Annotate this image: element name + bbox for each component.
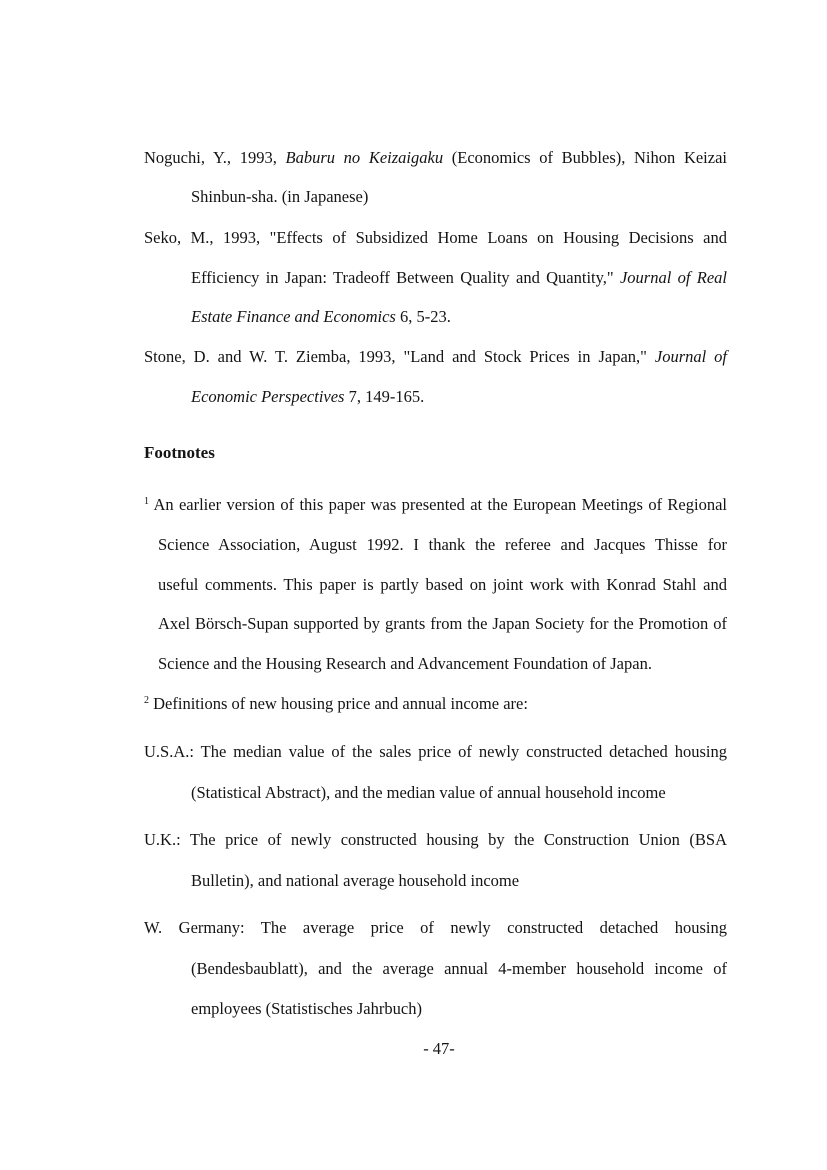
reference-stone-line1: [144, 347, 727, 367]
definition-uk-line1: U.K.: The price of newly constructed housing by the Construction Union (BSA: [144, 830, 727, 849]
footnote-1-line4: Axel Börsch-Supan supported by grants from the Japan Society for the Promotion of: [158, 614, 727, 633]
reference-noguchi-rest: (Economics of Bubbles), Nihon Keizai: [443, 148, 727, 167]
definition-germany-line3: employees (Statistisches Jahrbuch): [191, 999, 422, 1018]
definition-germany-line2: (Bendesbaublatt), and the average annual 4-member household income of: [191, 959, 727, 978]
reference-noguchi-author: Noguchi, Y., 1993,: [144, 148, 286, 167]
footnote-2-marker: 2: [144, 695, 149, 706]
footnote-1-line2: Science Association, August 1992. I thank the referee and Jacques Thisse for: [158, 535, 727, 554]
definition-uk-line2: Bulletin), and national average household income: [191, 871, 520, 890]
definition-usa-line1: U.S.A.: The median value of the sales price of newly constructed detached housing: [144, 742, 727, 761]
reference-seko-line1: Seko, M., 1993, "Effects of Subsidized Home Loans on Housing Decisions and: [144, 228, 727, 247]
reference-noguchi-line2: Shinbun-sha. (in Japanese): [191, 187, 369, 206]
reference-seko-journal-cont: Estate Finance and Economics: [191, 307, 396, 326]
reference-seko-title: Efficiency in Japan: Tradeoff Between Quality and Quantity,": [191, 268, 620, 287]
reference-noguchi-title: Baburu no Keizaigaku: [285, 148, 444, 167]
footnotes-heading: Footnotes: [144, 443, 215, 462]
footnote-2-intro: [144, 694, 528, 714]
reference-seko-volume: 6, 5-23.: [395, 307, 451, 326]
reference-stone-line2: [191, 387, 424, 407]
reference-stone-journal-cont: Economic Perspectives: [191, 387, 345, 406]
reference-seko-line2: [191, 268, 727, 288]
reference-stone-volume: 7, 149-165.: [344, 387, 425, 406]
footnote-1-text: An earlier version of this paper was presented at the European Meetings of Regional: [149, 495, 727, 514]
footnote-1-line1: [144, 495, 727, 515]
definition-germany-line1: W. Germany: The average price of newly constructed detached housing: [144, 918, 727, 937]
footnote-1-marker: 1: [144, 496, 149, 507]
page-number: - 47-: [423, 1039, 455, 1058]
footnote-2-text: Definitions of new housing price and annual income are:: [149, 694, 528, 713]
reference-seko-line3: [191, 307, 451, 327]
footnote-1-line3: useful comments. This paper is partly based on joint work with Konrad Stahl and: [158, 575, 727, 594]
reference-stone-journal: Journal of: [654, 347, 727, 366]
reference-stone-title: Stone, D. and W. T. Ziemba, 1993, "Land and Stock Prices in Japan,": [144, 347, 655, 366]
footnote-1-line5: Science and the Housing Research and Advancement Foundation of Japan.: [158, 654, 652, 673]
reference-seko-journal: Journal of Real: [619, 268, 727, 287]
reference-noguchi-line1: [144, 148, 727, 168]
definition-usa-line2: (Statistical Abstract), and the median value of annual household income: [191, 783, 666, 802]
